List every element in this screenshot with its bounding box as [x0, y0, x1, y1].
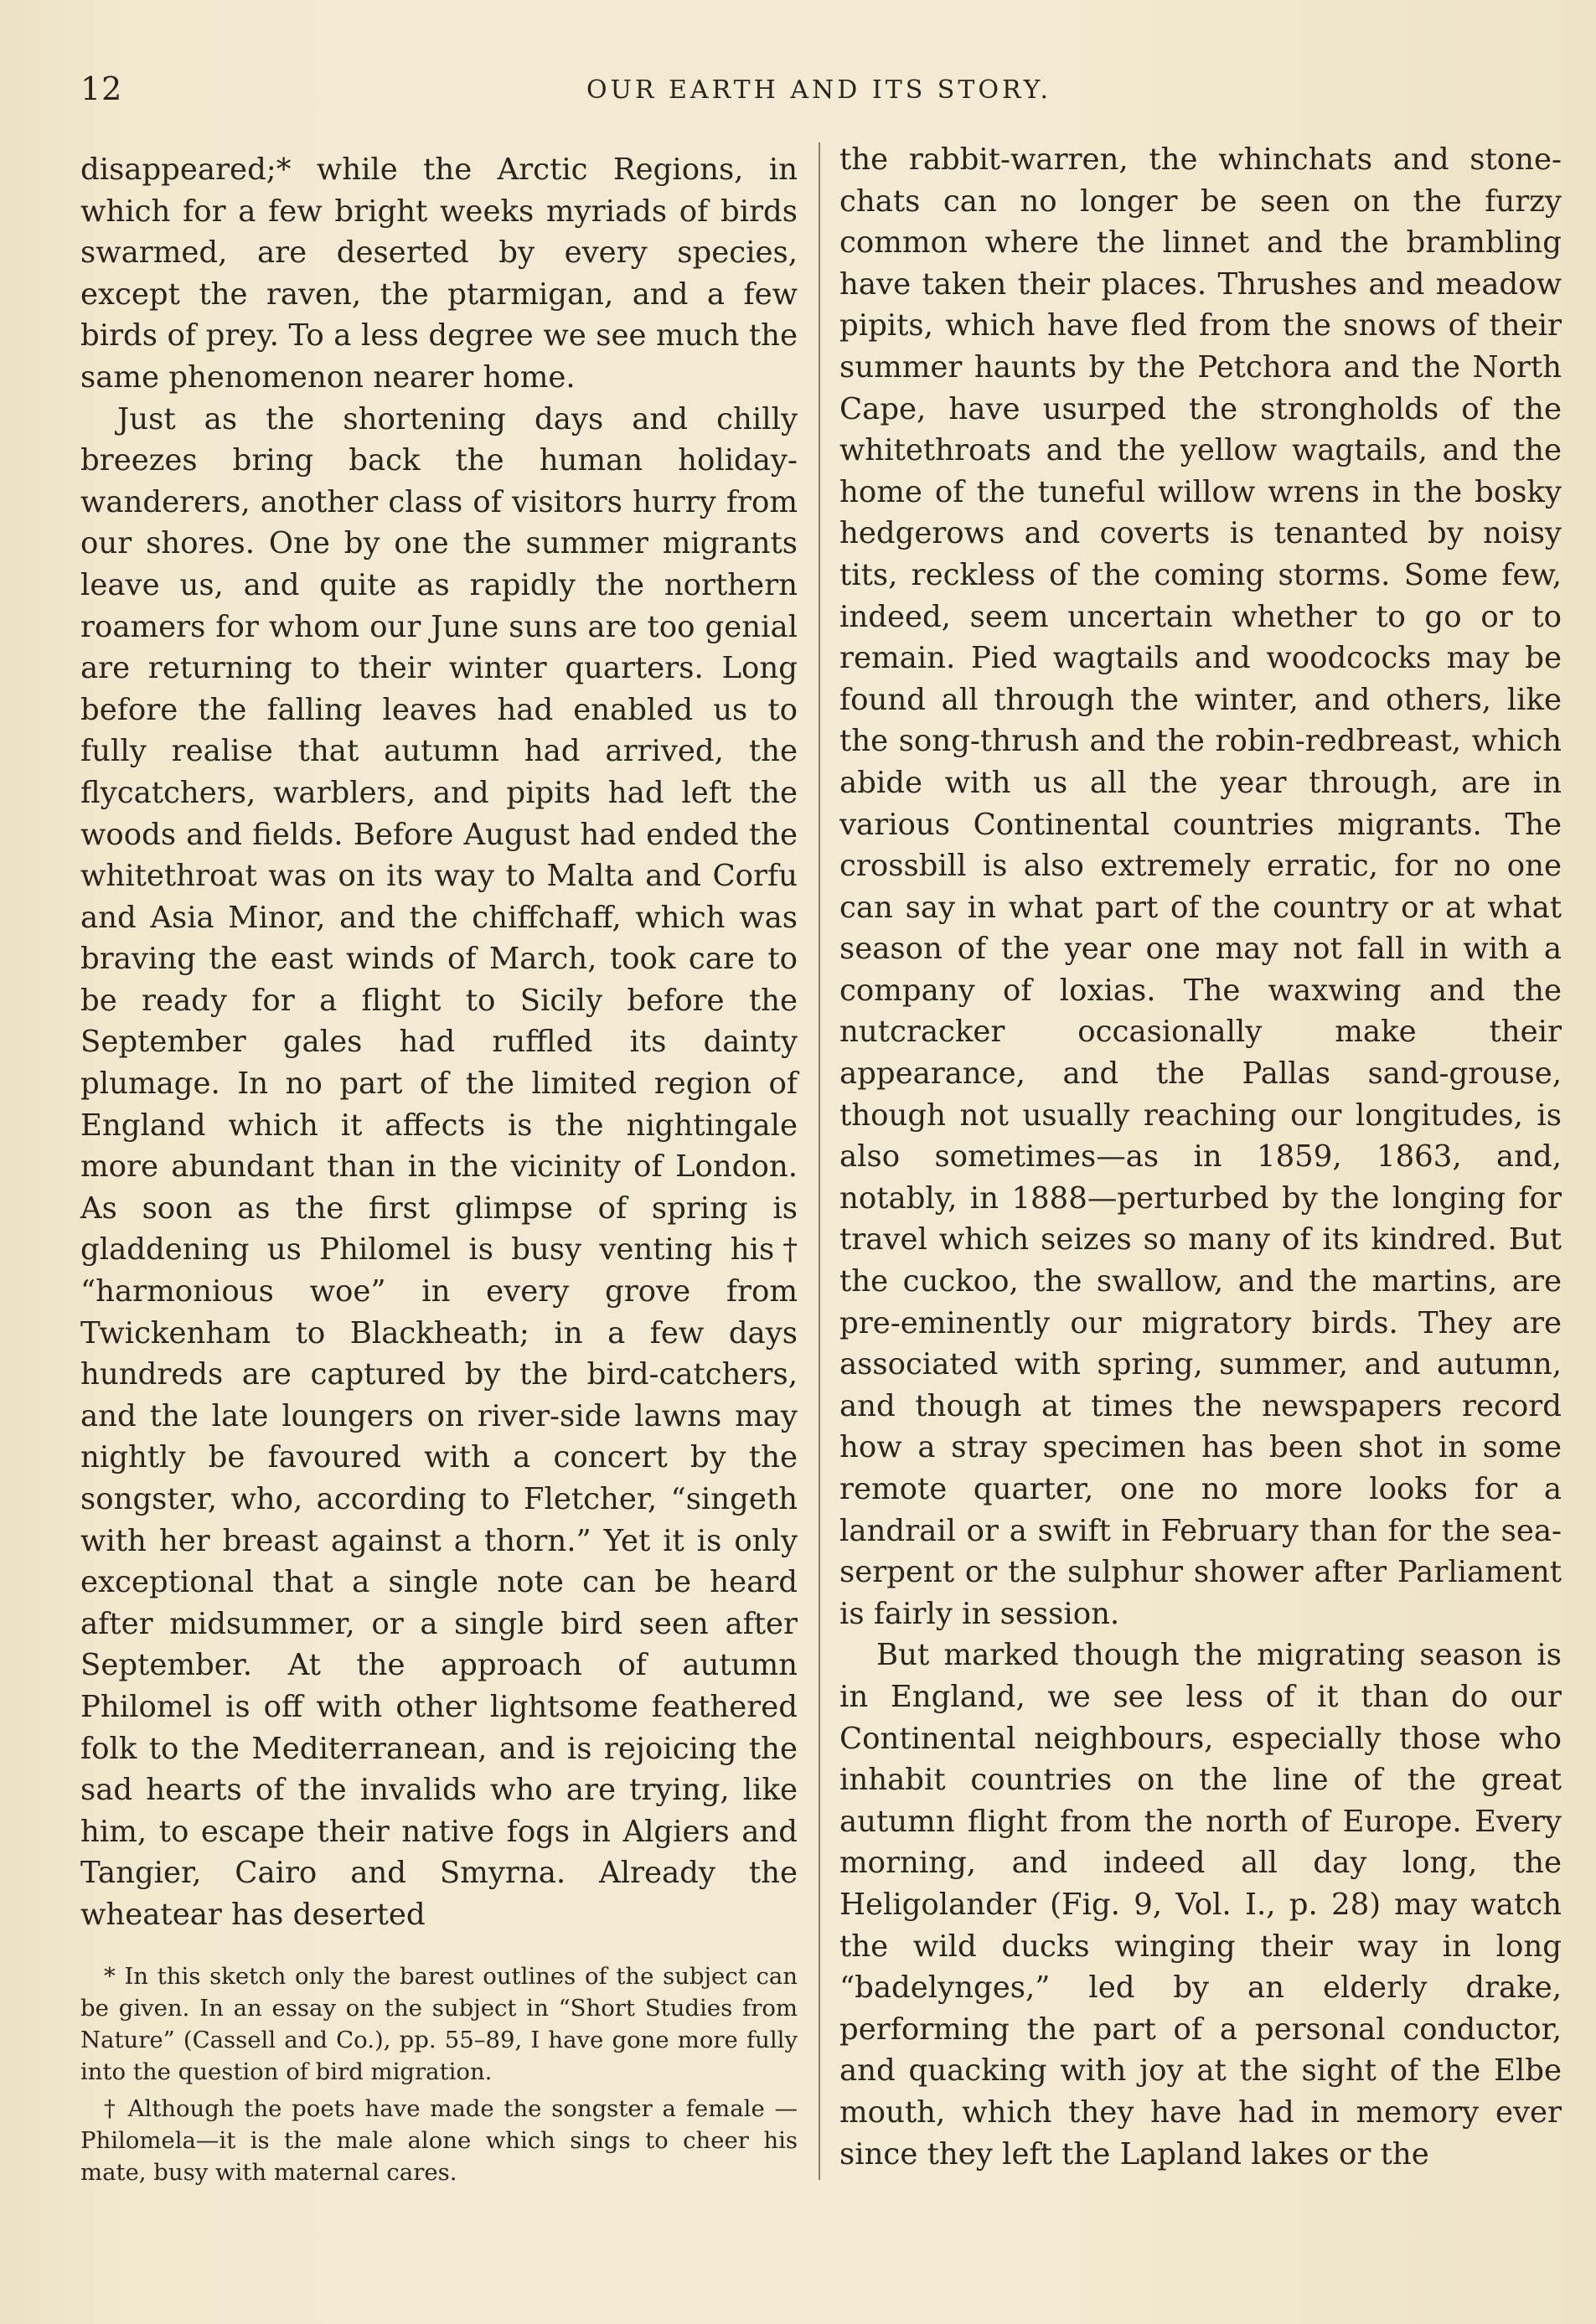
- column-divider: [819, 142, 820, 2180]
- page-header: [80, 70, 1572, 112]
- footnote-dagger: † Although the poets have made the songster a female —Philomela—it is the male alone which sings to cheer his mate, busy with maternal cares.: [80, 2095, 798, 2186]
- left-paragraph-2: Just as the shortening days and chilly breezes bring back the human holiday-wanderers, another class of visitors hurry from our shores. One by one the summer migrants leave us, and quite as rapidly the northern roamers for whom our June suns are too genial are returning to their winter quarters. Long before the falling leaves had enabled us to fully realise that autumn had arrived, the flycatchers, warblers, and pipits had left the woods and fields. Before August had ended the whitethroat was on its way to Malta and Corfu and Asia Minor, and the chiffchaff, which was braving the east winds of March, took care to be ready for a flight to Sicily before the September gales had ruffled its dainty plumage. In no part of the limited region of England which it affects is the nightingale more abundant than in the vicinity of London. As soon as the first glimpse of spring is gladdening us Philomel is busy venting his† “harmonious woe” in every grove from Twickenham to Blackheath; in a few days hundreds are captured by the bird-catchers, and the late loungers on river-side lawns may nightly be favoured with a concert by the songster, who, according to Fletcher, “singeth with her breast against a thorn.” Yet it is only exceptional that a single note can be heard after midsummer, or a single bird seen after September. At the approach of autumn Philomel is off with other lightsome feathered folk to the Mediterranean, and is rejoicing the sad hearts of the invalids who are trying, like him, to escape their native fogs in Algiers and Tangier, Cairo and Smyrna. Already the wheatear has deserted: [80, 401, 798, 1932]
- footnote-asterisk: * In this sketch only the barest outlines of the subject can be given. In an essay on the subject in “Short Studies from Nature” (Cassell and Co.), pp. 55–89, I have gone more fully into the question of bird migration.: [80, 1963, 798, 2085]
- right-column: [839, 139, 1562, 2175]
- left-paragraph-1: disappeared;* while the Arctic Regions, in which for a few bright weeks myriads of birds swarmed, are deserted by every species, except the raven, the ptarmigan, and a few birds of prey. To a less degree we see much the same phenomenon nearer home.: [80, 152, 798, 395]
- left-column: [80, 149, 798, 1936]
- right-paragraph-2: But marked though the migrating season is in England, we see less of it than do our Continental neighbours, especially those who inhabit countries on the line of the great autumn flight from the north of Europe. Every morning, and indeed all day long, the Heligolander (Fig. 9, Vol. I., p. 28) may watch the wild ducks winging their way in long “badelynges,” led by an elderly drake, performing the part of a personal conductor, and quacking with joy at the sight of the Elbe mouth, which they have had in memory ever since they left the Lapland lakes or the: [839, 1638, 1562, 2172]
- footnotes: [80, 1960, 798, 2193]
- right-paragraph-1: the rabbit-warren, the whinchats and stone-chats can no longer be seen on the furzy common where the linnet and the brambling have taken their places. Thrushes and meadow pipits, which have fled from the snows of their summer haunts by the Petchora and the North Cape, have usurped the strongholds of the whitethroats and the yellow wagtails, and the home of the tuneful willow wrens in the bosky hedgerows and coverts is tenanted by noisy tits, reckless of the coming storms. Some few, indeed, seem uncertain whether to go or to remain. Pied wagtails and woodcocks may be found all through the winter, and others, like the song-thrush and the robin-redbreast, which abide with us all the year through, are in various Continental countries migrants. The crossbill is also extremely erratic, for no one can say in what part of the country or at what season of the year one may not fall in with a company of loxias. The waxwing and the nutcracker occasionally make their appearance, and the Pallas sand-grouse, though not usually reaching our longitudes, is also sometimes—as in 1859, 1863, and, notably, in 1888—perturbed by the longing for travel which seizes so many of its kindred. But the cuckoo, the swallow, and the martins, are pre-eminently our migratory birds. They are associated with spring, summer, and autumn, and though at times the newspapers record how a stray specimen has been shot in some remote quarter, one no more looks for a landrail or a swift in February than for the sea-serpent or the sulphur shower after Parliament is fairly in session.: [839, 142, 1562, 1631]
- running-title: OUR EARTH AND ITS STORY.: [586, 75, 1052, 105]
- page-number: 12: [80, 70, 123, 107]
